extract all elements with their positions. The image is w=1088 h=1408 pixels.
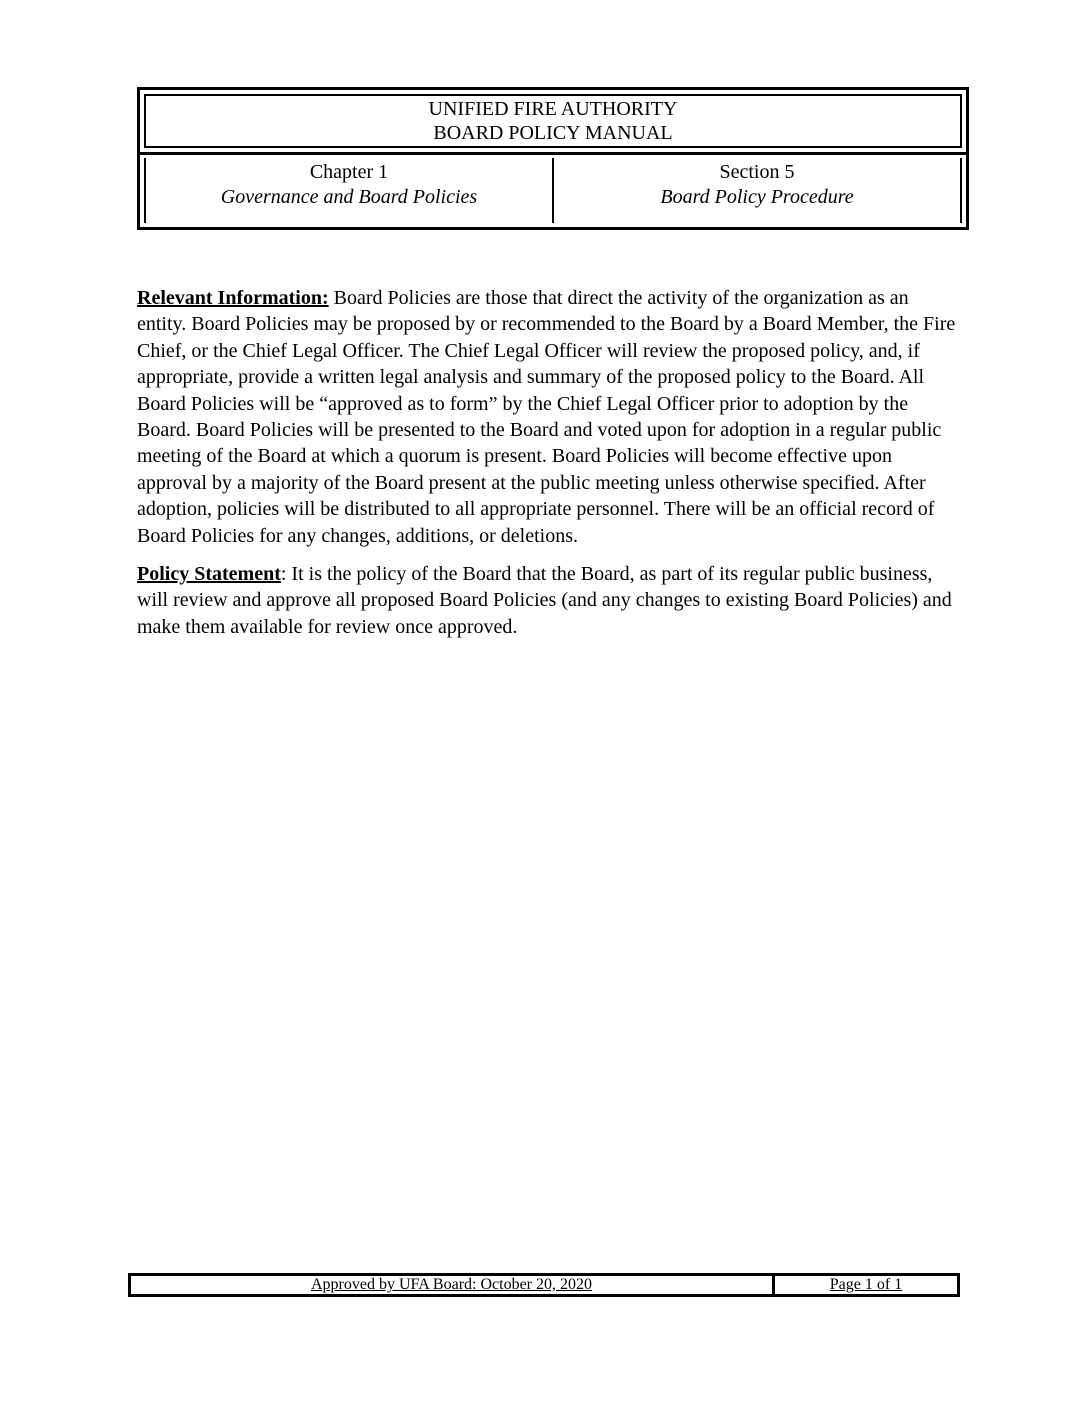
policy-body: [137, 285, 957, 652]
chapter-section-row: [144, 158, 962, 223]
policy-footer: [128, 1273, 960, 1297]
relevant-information-text: Board Policies are those that direct the activity of the organization as an entity. Board Policies may be proposed by or recommended to the Board by a Board Member, the Fire Chief, or the Chief Legal Officer. The Chief Legal Officer will review the proposed policy, and, if appropriate, provide a written legal analysis and summary of the proposed policy to the Board. All Board Policies will be “approved as to form” by the Chief Legal Officer prior to adoption by the Board. Board Policies will be presented to the Board and voted upon for adoption in a regular public meeting of the Board at which a quorum is present. Board Policies will become effective upon approval by a majority of the Board present at the public meeting unless otherwise specified. After adoption, policies will be distributed to all appropriate personnel. There will be an official record of Board Policies for any changes, additions, or deletions.: [137, 287, 956, 547]
relevant-information-paragraph: [137, 285, 957, 549]
chapter-title: Governance and Board Policies: [220, 186, 478, 208]
policy-statement-paragraph: [137, 561, 957, 640]
page-number: Page 1 of 1: [829, 1276, 903, 1293]
policy-statement-text: : It is the policy of the Board that the Board, as part of its regular public business, will review and approve all proposed Board Policies (and any changes to existing Board Policies) and make them available for review once approved.: [137, 563, 952, 638]
policy-statement-heading: Policy Statement: [137, 563, 281, 586]
chapter-cell: [146, 158, 554, 223]
section-cell: [554, 158, 960, 223]
header-divider: [140, 152, 966, 155]
policy-header: [137, 87, 969, 230]
manual-title-block: [144, 94, 962, 148]
section-title: Board Policy Procedure: [660, 186, 854, 208]
org-name: UNIFIED FIRE AUTHORITY: [428, 98, 678, 120]
approval-date: Approved by UFA Board: October 20, 2020: [131, 1276, 775, 1294]
relevant-information-heading: Relevant Information:: [137, 287, 329, 309]
manual-title: BOARD POLICY MANUAL: [433, 122, 673, 144]
section-label: Section 5: [719, 161, 795, 183]
chapter-label: Chapter 1: [309, 161, 389, 183]
